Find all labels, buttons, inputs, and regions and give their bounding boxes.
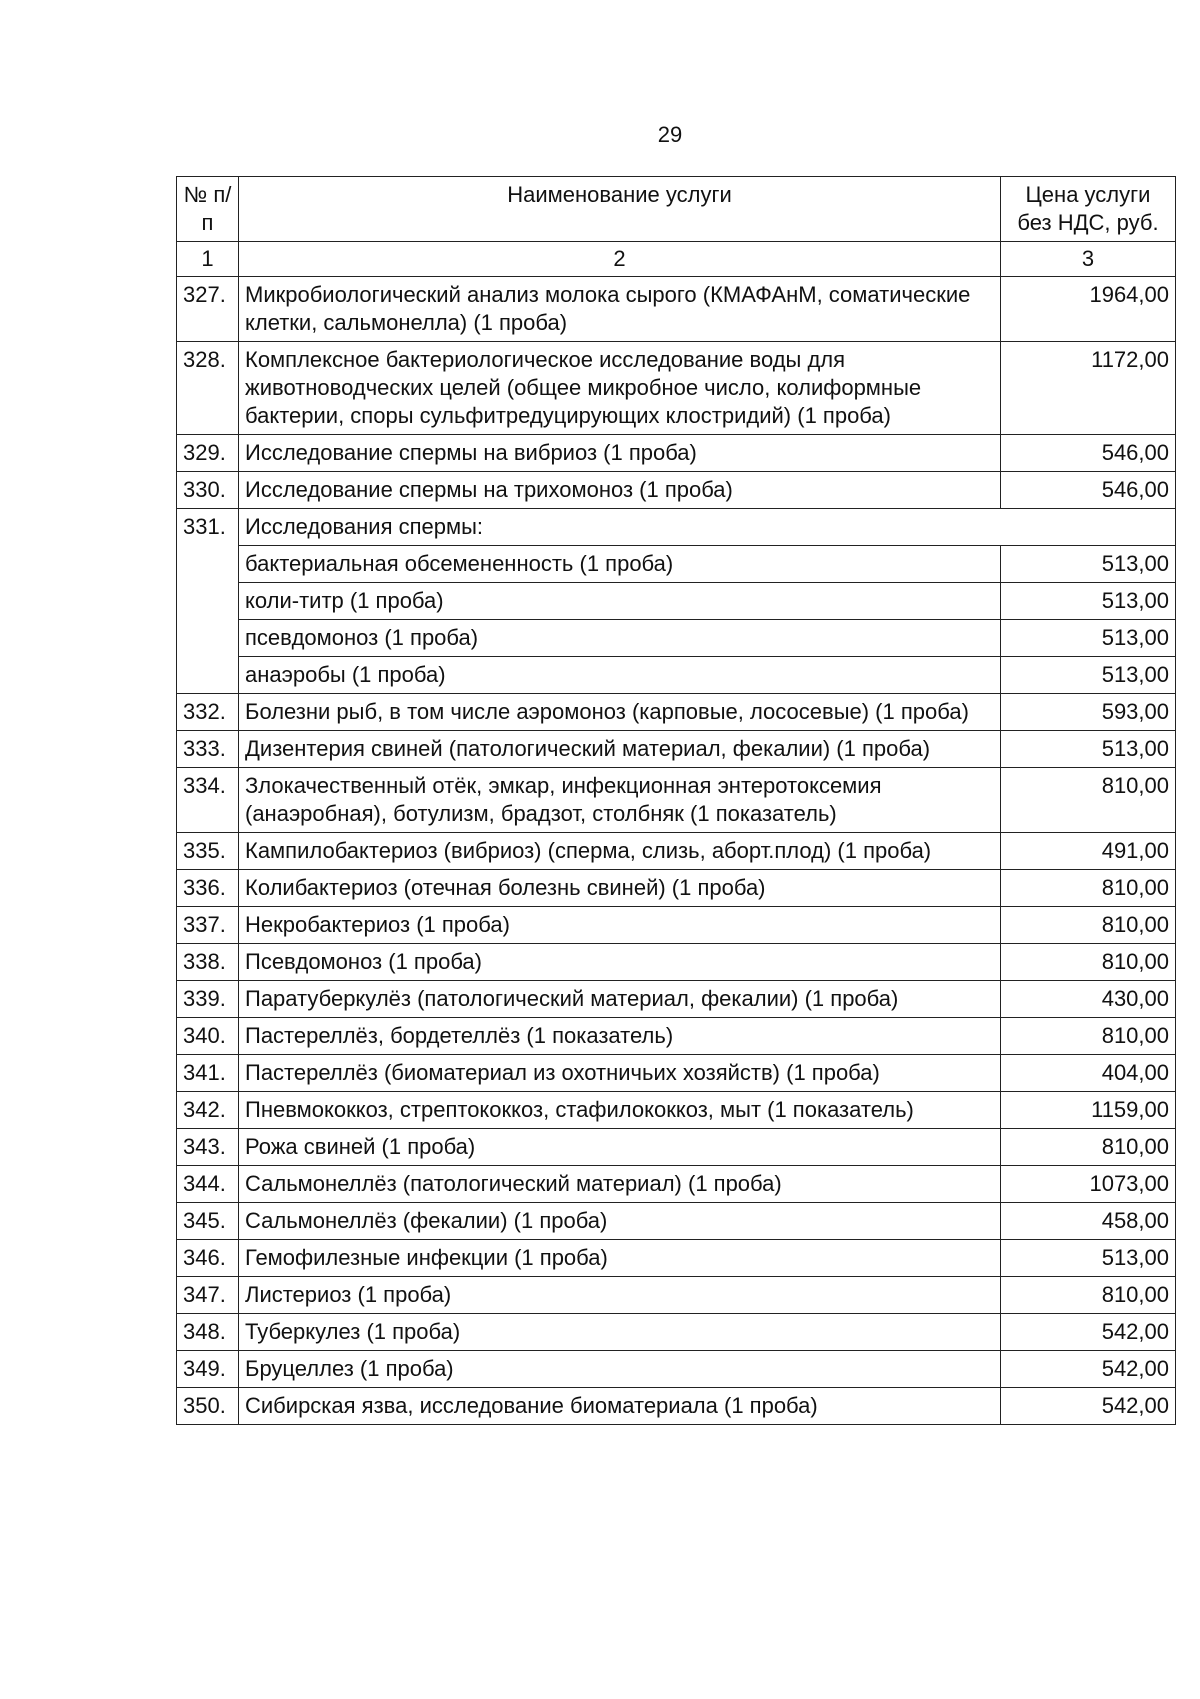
row-number: 343. — [177, 1129, 239, 1166]
table-row — [177, 833, 1176, 870]
table-header-row — [177, 177, 1176, 242]
service-price: 810,00 — [1001, 1018, 1176, 1055]
table-row — [177, 1351, 1176, 1388]
row-number: 339. — [177, 981, 239, 1018]
table-row — [177, 1203, 1176, 1240]
service-price: 513,00 — [1001, 657, 1176, 694]
group-title: Исследования спермы: — [239, 509, 1176, 546]
service-price: 810,00 — [1001, 1277, 1176, 1314]
row-number: 348. — [177, 1314, 239, 1351]
row-number: 349. — [177, 1351, 239, 1388]
service-price: 542,00 — [1001, 1314, 1176, 1351]
service-price: 593,00 — [1001, 694, 1176, 731]
table-row — [177, 981, 1176, 1018]
row-number: 334. — [177, 768, 239, 833]
table-row-subitem — [177, 583, 1176, 620]
table-row — [177, 1055, 1176, 1092]
service-name: коли-титр (1 проба) — [239, 583, 1001, 620]
service-price: 513,00 — [1001, 546, 1176, 583]
column-number: 2 — [239, 242, 1001, 277]
service-name: Листериоз (1 проба) — [239, 1277, 1001, 1314]
service-price: 404,00 — [1001, 1055, 1176, 1092]
service-name: Дизентерия свиней (патологический материал, фекалии) (1 проба) — [239, 731, 1001, 768]
row-number: 330. — [177, 472, 239, 509]
table-row — [177, 907, 1176, 944]
row-number: 345. — [177, 1203, 239, 1240]
table-row — [177, 944, 1176, 981]
service-name: псевдомоноз (1 проба) — [239, 620, 1001, 657]
service-price: 513,00 — [1001, 1240, 1176, 1277]
row-number: 338. — [177, 944, 239, 981]
service-name: Колибактериоз (отечная болезнь свиней) (1 проба) — [239, 870, 1001, 907]
service-price: 513,00 — [1001, 620, 1176, 657]
row-number: 340. — [177, 1018, 239, 1055]
column-number: 3 — [1001, 242, 1176, 277]
table-row — [177, 1018, 1176, 1055]
header-price: Цена услуги без НДС, руб. — [1001, 177, 1176, 242]
table-row — [177, 1240, 1176, 1277]
service-price: 491,00 — [1001, 833, 1176, 870]
header-num: № п/п — [177, 177, 239, 242]
header-name: Наименование услуги — [239, 177, 1001, 242]
service-name: Сальмонеллёз (патологический материал) (1 проба) — [239, 1166, 1001, 1203]
service-name: Бруцеллез (1 проба) — [239, 1351, 1001, 1388]
table-row — [177, 1388, 1176, 1425]
service-name: Некробактериоз (1 проба) — [239, 907, 1001, 944]
service-name: Сибирская язва, исследование биоматериала (1 проба) — [239, 1388, 1001, 1425]
service-name: Туберкулез (1 проба) — [239, 1314, 1001, 1351]
service-name: Псевдомоноз (1 проба) — [239, 944, 1001, 981]
service-name: Пневмококкоз, стрептококкоз, стафилококкоз, мыт (1 показатель) — [239, 1092, 1001, 1129]
table-row-subitem — [177, 546, 1176, 583]
service-price: 810,00 — [1001, 768, 1176, 833]
table-row — [177, 694, 1176, 731]
service-price: 458,00 — [1001, 1203, 1176, 1240]
service-name: Паратуберкулёз (патологический материал, фекалии) (1 проба) — [239, 981, 1001, 1018]
service-price: 513,00 — [1001, 583, 1176, 620]
service-name: Кампилобактериоз (вибриоз) (сперма, слизь, аборт.плод) (1 проба) — [239, 833, 1001, 870]
row-number: 350. — [177, 1388, 239, 1425]
service-name: Сальмонеллёз (фекалии) (1 проба) — [239, 1203, 1001, 1240]
service-price: 1159,00 — [1001, 1092, 1176, 1129]
service-name: Пастереллёз (биоматериал из охотничьих хозяйств) (1 проба) — [239, 1055, 1001, 1092]
service-price: 1073,00 — [1001, 1166, 1176, 1203]
service-name: Болезни рыб, в том числе аэромоноз (карповые, лососевые) (1 проба) — [239, 694, 1001, 731]
table-row — [177, 1129, 1176, 1166]
column-number-row — [177, 242, 1176, 277]
table-row — [177, 1314, 1176, 1351]
row-number: 336. — [177, 870, 239, 907]
table-row — [177, 277, 1176, 342]
row-number: 328. — [177, 342, 239, 435]
service-price: 810,00 — [1001, 870, 1176, 907]
service-name: Комплексное бактериологическое исследование воды для животноводческих целей (общее микробное число, колиформные бактерии, споры сульфитредуцирующих клостридий) (1 проба) — [239, 342, 1001, 435]
service-price: 1172,00 — [1001, 342, 1176, 435]
row-number: 331. — [177, 509, 239, 694]
row-number: 327. — [177, 277, 239, 342]
service-name: анаэробы (1 проба) — [239, 657, 1001, 694]
table-row-subitem — [177, 620, 1176, 657]
table-row-subitem — [177, 657, 1176, 694]
page-number: 29 — [657, 122, 683, 147]
service-price: 542,00 — [1001, 1388, 1176, 1425]
service-price: 1964,00 — [1001, 277, 1176, 342]
row-number: 329. — [177, 435, 239, 472]
service-price: 810,00 — [1001, 907, 1176, 944]
service-name: Исследование спермы на вибриоз (1 проба) — [239, 435, 1001, 472]
service-price: 810,00 — [1001, 1129, 1176, 1166]
service-name: Рожа свиней (1 проба) — [239, 1129, 1001, 1166]
table-row — [177, 1166, 1176, 1203]
table-row-group — [177, 509, 1176, 546]
table-row — [177, 870, 1176, 907]
price-table — [176, 176, 1176, 1425]
table-row — [177, 1092, 1176, 1129]
service-price: 546,00 — [1001, 472, 1176, 509]
row-number: 332. — [177, 694, 239, 731]
service-name: Злокачественный отёк, эмкар, инфекционная энтеротоксемия (анаэробная), ботулизм, брадзот, столбняк (1 показатель) — [239, 768, 1001, 833]
service-name: бактериальная обсемененность (1 проба) — [239, 546, 1001, 583]
table-row — [177, 1277, 1176, 1314]
service-price: 546,00 — [1001, 435, 1176, 472]
row-number: 342. — [177, 1092, 239, 1129]
service-name: Микробиологический анализ молока сырого (КМАФАнМ, соматические клетки, сальмонелла) (1 проба) — [239, 277, 1001, 342]
row-number: 344. — [177, 1166, 239, 1203]
row-number: 341. — [177, 1055, 239, 1092]
row-number: 346. — [177, 1240, 239, 1277]
service-price: 542,00 — [1001, 1351, 1176, 1388]
service-price: 810,00 — [1001, 944, 1176, 981]
table-row — [177, 731, 1176, 768]
row-number: 335. — [177, 833, 239, 870]
service-name: Исследование спермы на трихомоноз (1 проба) — [239, 472, 1001, 509]
table-row — [177, 435, 1176, 472]
row-number: 333. — [177, 731, 239, 768]
row-number: 337. — [177, 907, 239, 944]
service-name: Пастереллёз, бордетеллёз (1 показатель) — [239, 1018, 1001, 1055]
table-row — [177, 768, 1176, 833]
column-number: 1 — [177, 242, 239, 277]
service-price: 513,00 — [1001, 731, 1176, 768]
service-name: Гемофилезные инфекции (1 проба) — [239, 1240, 1001, 1277]
table-row — [177, 342, 1176, 435]
service-price: 430,00 — [1001, 981, 1176, 1018]
table-row — [177, 472, 1176, 509]
row-number: 347. — [177, 1277, 239, 1314]
